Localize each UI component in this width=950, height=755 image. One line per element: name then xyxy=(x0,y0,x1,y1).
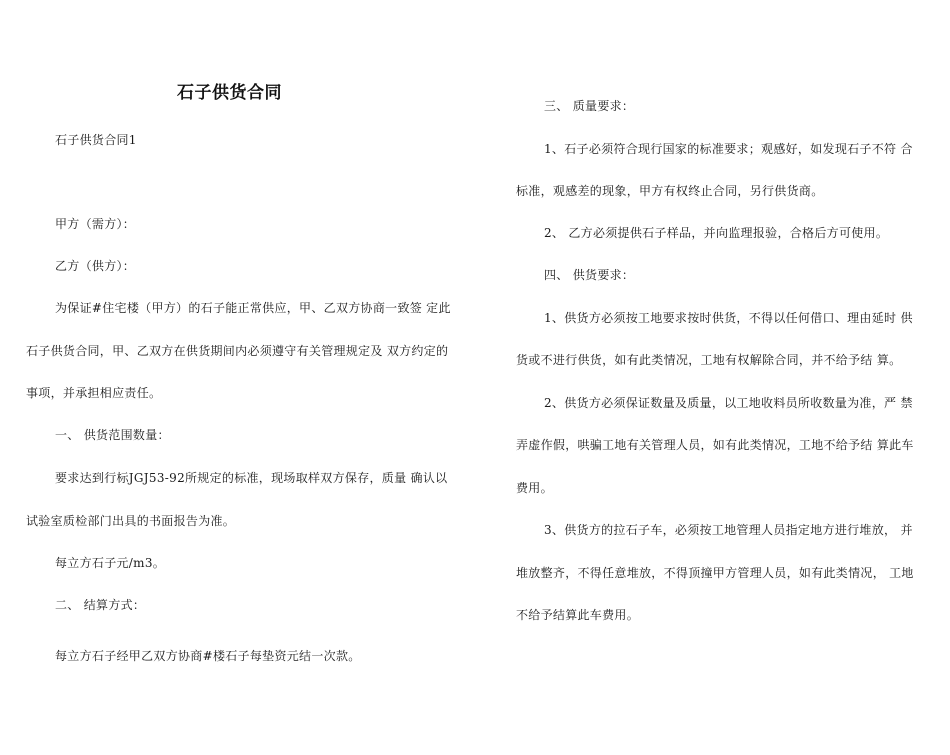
preamble-line-1: 为保证#住宅楼（甲方）的石子能正常供应，甲、乙双方协商一致签 定此 xyxy=(55,301,451,315)
supply-item-2-line-2: 弄虚作假，哄骗工地有关管理人员，如有此类情况，工地不给予结 算此车 xyxy=(516,438,914,452)
section-1-text-line-1: 要求达到行标JGJ53-92所规定的标准，现场取样双方保存，质量 确认以 xyxy=(55,471,448,485)
preamble-line-2: 石子供货合同，甲、乙双方在供货期间内必须遵守有关管理规定及 双方约定的 xyxy=(26,344,449,358)
section-2-heading: 二、 结算方式： xyxy=(55,598,146,612)
preamble-line-3: 事项，并承担相应责任。 xyxy=(26,386,162,400)
supply-item-2-line-1: 2、供货方必须保证数量及质量，以工地收料员所收数量为准，严 禁 xyxy=(544,396,913,410)
party-a-line: 甲方（需方）： xyxy=(55,217,136,231)
section-4-heading: 四、 供货要求： xyxy=(544,268,635,282)
supply-item-3-line-1: 3、供货方的拉石子车，必须按工地管理人员指定地方进行堆放， 并 xyxy=(544,523,913,537)
section-1-heading: 一、 供货范围数量： xyxy=(55,428,170,442)
price-line: 每立方石子元/m3。 xyxy=(55,556,166,570)
supply-item-1-line-2: 货或不进行供货，如有此类情况，工地有权解除合同，并不给予结 算。 xyxy=(516,353,902,367)
document-title: 石子供货合同 xyxy=(177,83,282,103)
supply-item-3-line-2: 堆放整齐，不得任意堆放，不得顶撞甲方管理人员，如有此类情况， 工地 xyxy=(516,566,914,580)
quality-item-2: 2、 乙方必须提供石子样品，并向监理报验，合格后方可使用。 xyxy=(544,226,889,240)
supply-item-2-line-3: 费用。 xyxy=(516,481,553,495)
section-1-text-line-2: 试验室质检部门出具的书面报告为准。 xyxy=(26,514,236,528)
section-3-heading: 三、 质量要求： xyxy=(544,99,635,113)
supply-item-1-line-1: 1、供货方必须按工地要求按时供货，不得以任何借口、理由延时 供 xyxy=(544,311,913,325)
section-2-text: 每立方石子经甲乙双方协商#楼石子每垫资元结一次款。 xyxy=(55,649,361,663)
quality-item-1-line-1: 1、石子必须符合现行国家的标准要求；观感好，如发现石子不符 合 xyxy=(544,142,913,156)
party-b-line: 乙方（供方）： xyxy=(55,259,136,273)
quality-item-1-line-2: 标准，观感差的现象，甲方有权终止合同，另行供货商。 xyxy=(516,184,824,198)
supply-item-3-line-3: 不给予结算此车费用。 xyxy=(516,608,640,622)
contract-subtitle: 石子供货合同1 xyxy=(55,133,137,147)
